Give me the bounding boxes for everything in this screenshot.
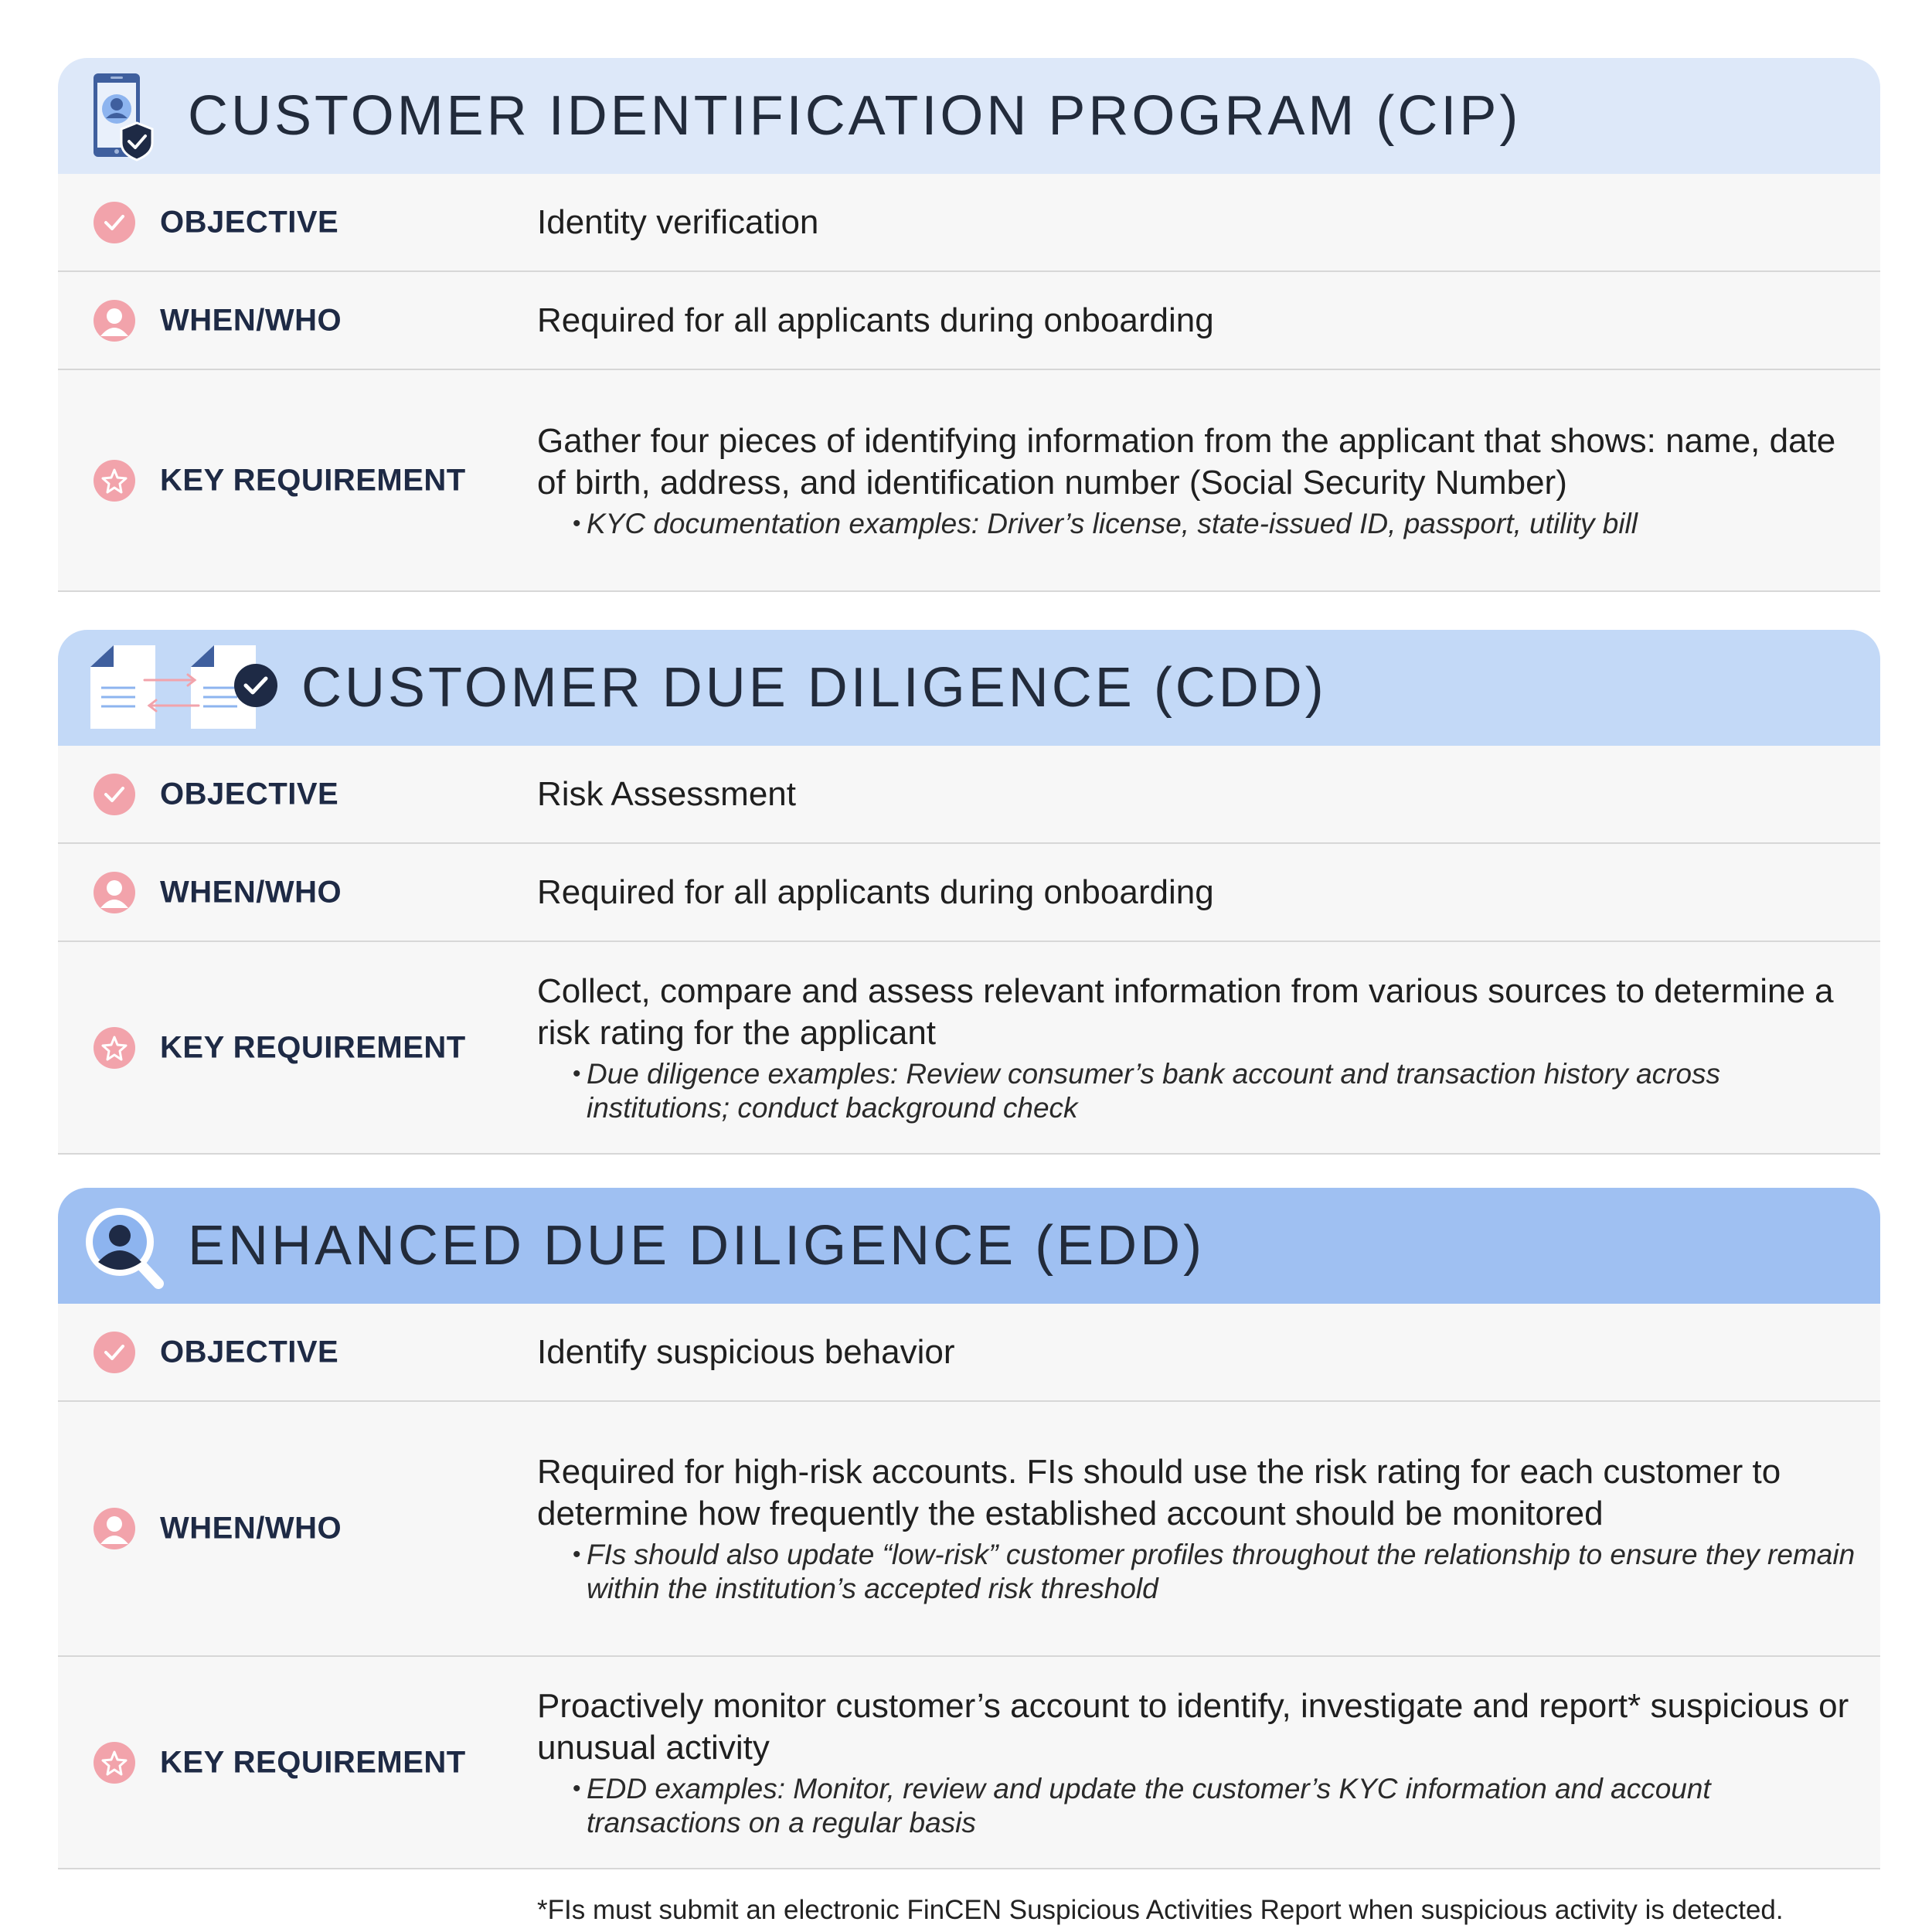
star-circle-icon	[93, 1741, 136, 1784]
when-who-content	[537, 1451, 1866, 1606]
when-who-label: WHEN/WHO	[160, 303, 342, 337]
objective-value: Identity verification	[537, 202, 819, 241]
section-header-cdd	[58, 630, 1880, 746]
objective-label: OBJECTIVE	[160, 1335, 339, 1369]
objective-label: OBJECTIVE	[160, 205, 339, 239]
key-requirement-content	[537, 1685, 1866, 1840]
when-who-note: • FIs should also update “low-risk” customer profiles throughout the relationship to ensure they remain within the institution’s accepted risk threshold	[574, 1538, 1866, 1606]
key-requirement-note: • EDD examples: Monitor, review and update the customer’s KYC information and account transactions on a regular basis	[574, 1772, 1866, 1840]
objective-row	[58, 174, 1880, 272]
section-header-cip	[58, 58, 1880, 174]
section-edd	[58, 1188, 1880, 1869]
key-requirement-row	[58, 1657, 1880, 1869]
when-who-label: WHEN/WHO	[160, 875, 342, 909]
objective-value: Identify suspicious behavior	[537, 1332, 955, 1371]
when-who-row	[58, 272, 1880, 370]
footnote: *FIs must submit an electronic FinCEN Suspicious Activities Report when suspicious activity is detected.	[537, 1895, 1784, 1925]
when-who-value: Required for high-risk accounts. FIs should use the risk rating for each customer to determine how frequently the established account should be monitored	[537, 1453, 1781, 1532]
section-title: CUSTOMER IDENTIFICATION PROGRAM (CIP)	[188, 85, 1522, 147]
objective-row	[58, 746, 1880, 844]
key-requirement-content	[537, 971, 1866, 1125]
key-requirement-label: KEY REQUIREMENT	[160, 1745, 466, 1779]
key-requirement-value: Collect, compare and assess relevant information from various sources to determine a risk rating for the applicant	[537, 971, 1834, 1052]
key-requirement-note: • Due diligence examples: Review consumer’s bank account and transaction history across institutions; conduct background check	[574, 1057, 1866, 1125]
when-who-value: Required for all applicants during onboarding	[537, 872, 1214, 911]
magnifier-person-icon	[84, 1205, 165, 1291]
key-requirement-row	[58, 942, 1880, 1155]
section-cdd	[58, 630, 1880, 1155]
check-circle-icon	[93, 1331, 136, 1374]
objective-row	[58, 1304, 1880, 1402]
key-requirement-value: Gather four pieces of identifying information from the applicant that shows: name, date of birth, address, and identification number (Social Security Number)	[537, 421, 1836, 502]
key-requirement-content	[537, 420, 1866, 541]
objective-label: OBJECTIVE	[160, 777, 339, 811]
when-who-row	[58, 844, 1880, 942]
key-requirement-label: KEY REQUIREMENT	[160, 1030, 466, 1064]
star-circle-icon	[93, 459, 136, 502]
when-who-value: Required for all applicants during onboarding	[537, 301, 1214, 339]
star-circle-icon	[93, 1026, 136, 1070]
objective-value: Risk Assessment	[537, 774, 796, 813]
key-requirement-note: • KYC documentation examples: Driver’s license, state-issued ID, passport, utility bill	[574, 507, 1866, 541]
key-requirement-value: Proactively monitor customer’s account to identify, investigate and report* suspicious or unusual activity	[537, 1686, 1849, 1767]
section-title: CUSTOMER DUE DILIGENCE (CDD)	[301, 657, 1327, 719]
person-circle-icon	[93, 871, 136, 914]
key-requirement-row	[58, 370, 1880, 592]
mobile-id-shield-icon	[90, 72, 157, 165]
when-who-label: WHEN/WHO	[160, 1511, 342, 1546]
section-cip	[58, 58, 1880, 592]
check-circle-icon	[93, 773, 136, 816]
section-title: ENHANCED DUE DILIGENCE (EDD)	[188, 1215, 1206, 1277]
section-header-edd	[58, 1188, 1880, 1304]
documents-compare-check-icon	[90, 645, 284, 730]
when-who-row	[58, 1402, 1880, 1657]
check-circle-icon	[93, 201, 136, 244]
person-circle-icon	[93, 1507, 136, 1550]
key-requirement-label: KEY REQUIREMENT	[160, 463, 466, 497]
person-circle-icon	[93, 299, 136, 342]
